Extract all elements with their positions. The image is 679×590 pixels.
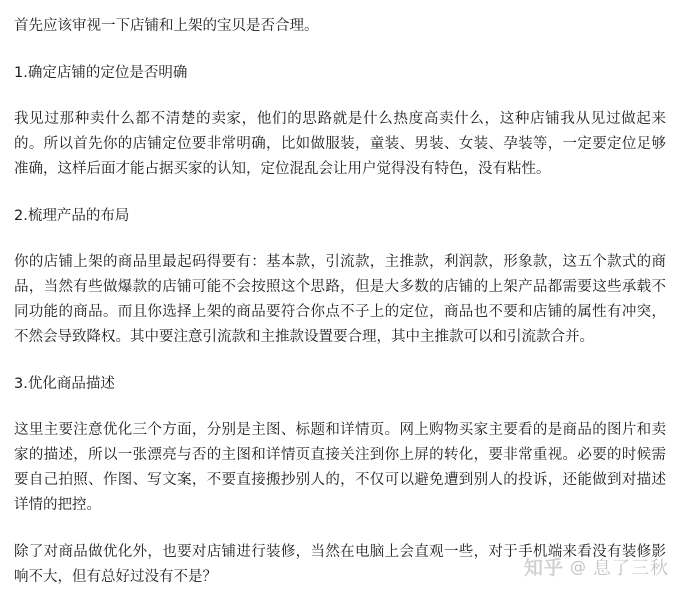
watermark-brand: 知乎 [523, 557, 564, 579]
section2-paragraph: 你的店铺上架的商品里最起码得要有：基本款，引流款，主推款，利润款，形象款，这五个款式的商品，当然有些做爆款的店铺可能不会按照这个思路，但是大多数的店铺的上架产品都需要这些承载不同功能的商品。而且你选择上架的商品要符合你点不子上的定位，商品也不要和店铺的属性有冲突，不然会导致降权。其中要注意引流款和主推款设置要合理，其中主推款可以和引流款合并。 [14, 254, 666, 345]
section2-heading: 2.梳理产品的布局 [14, 208, 130, 224]
article-body [14, 14, 666, 590]
intro-paragraph: 首先应该审视一下店铺和上架的宝贝是否合理。 [14, 18, 319, 34]
watermark-author: 息了三秋 [593, 557, 669, 579]
section3-heading: 3.优化商品描述 [14, 376, 115, 392]
section1-paragraph: 我见过那种卖什么都不清楚的卖家，他们的思路就是什么热度高卖什么，这种店铺我从见过做起来的。所以首先你的店铺定位要非常明确，比如做服装，童装、男装、女装、孕装等，一定要定位足够准确，这样后面才能占据买家的认知，定位混乱会让用户觉得没有特色，没有粘性。 [14, 111, 666, 177]
watermark-separator: @ [570, 557, 587, 576]
closing-paragraph: 除了对商品做优化外，也要对店铺进行装修，当然在电脑上会直观一些，对于手机端来看没有装修影响不大，但有总好过没有不是？ [14, 544, 666, 585]
section3-paragraph: 这里主要注意优化三个方面，分别是主图、标题和详情页。网上购物买家主要看的是商品的图片和卖家的描述，所以一张漂亮与否的主图和详情页直接关注到你上屏的转化，要非常重视。必要的时候需要自己拍照、作图、写文案，不要直接搬抄别人的，不仅可以避免遭到别人的投诉，还能做到对描述详情的把控。 [14, 422, 666, 513]
zhihu-watermark [524, 553, 669, 580]
section1-heading: 1.确定店铺的定位是否明确 [14, 65, 188, 81]
